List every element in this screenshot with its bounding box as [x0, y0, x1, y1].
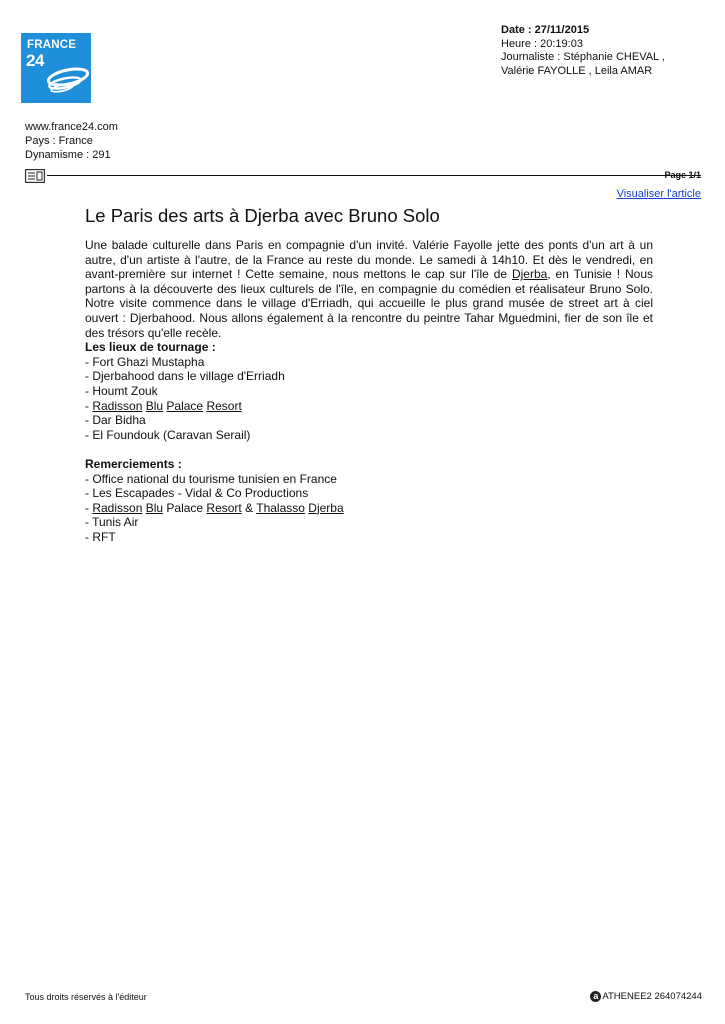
text-run: - — [85, 500, 93, 515]
underlined-term: Djerba — [308, 500, 344, 515]
thanks-heading: Remerciements : — [85, 456, 182, 471]
list-item — [85, 428, 653, 443]
text-run: , en Tunisie ! Nous partons à la découverte des lieux culturels de l'île, en compagnie du comédien et réalisateur Bruno Solo. Notre visite commence dans le village d'Erriadh, qui accueille le plus grand musée de street art à ciel ouvert : Djerbahood. Nous allons également à la rencontre du peintre Tahar Mguedmini, fier de son île et des trésors qu'elle recèle. — [85, 267, 653, 340]
page-number: Page 1/1 — [664, 170, 701, 180]
footer-rights: Tous droits réservés à l'éditeur — [25, 992, 147, 1002]
source-info — [25, 120, 118, 162]
meta-date: Date : 27/11/2015 — [501, 24, 590, 36]
list-item — [85, 486, 653, 501]
text-run: - Fort Ghazi Mustapha — [85, 354, 205, 369]
text-run: - — [85, 398, 93, 413]
source-url: www.france24.com — [25, 121, 118, 133]
underlined-term: Radisson — [92, 500, 143, 515]
source-country: Pays : France — [25, 135, 93, 147]
list-item — [85, 472, 653, 487]
locations-heading: Les lieux de tournage : — [85, 340, 216, 355]
text-run: - El Foundouk (Caravan Serail) — [85, 427, 251, 442]
underlined-term: Blu — [145, 398, 164, 413]
document-icon — [25, 169, 45, 183]
underlined-term: Djerba — [511, 267, 548, 282]
text-run: Palace — [163, 500, 207, 515]
footer-ref-text: ATHENEE2 264074244 — [602, 991, 702, 1002]
article-meta — [501, 24, 711, 78]
logo-line2: 24 — [26, 51, 44, 70]
article-body — [85, 238, 653, 544]
header-divider — [47, 175, 701, 176]
list-item — [85, 384, 653, 399]
list-item — [85, 399, 653, 414]
list-item — [85, 515, 653, 530]
article-title: Le Paris des arts à Djerba avec Bruno Solo — [85, 205, 440, 226]
logo-line1: FRANCE — [27, 39, 77, 51]
text-run: Une balade culturelle dans Paris en compagnie d'un invité. Valérie Fayolle jette des ponts d'un art à un autre, d'un artiste à l'autre, de la France au reste du monde. Le samedi à 14h10. Et dès le vendredi, en avant-première sur internet ! Cette semaine, nous mettons le cap sur l'île de — [85, 238, 653, 282]
text-run: - RFT — [85, 529, 116, 544]
underlined-term: Resort — [206, 500, 242, 515]
text-run: - Office national du tourisme tunisien en France — [85, 471, 337, 486]
meta-journalist-2: Valérie FAYOLLE , Leila AMAR — [501, 64, 653, 77]
thanks-list — [85, 472, 653, 545]
athenee-logo-icon: a — [590, 991, 601, 1002]
meta-journalist-1: Journaliste : Stéphanie CHEVAL , — [501, 51, 665, 63]
view-article-link[interactable]: Visualiser l'article — [616, 188, 701, 200]
text-run: - Djerbahood dans le village d'Erriadh — [85, 369, 285, 384]
list-item — [85, 501, 653, 516]
list-item — [85, 530, 653, 545]
underlined-term: Radisson — [92, 398, 143, 413]
list-item — [85, 369, 653, 384]
underlined-term: Resort — [206, 398, 242, 413]
source-dynamism: Dynamisme : 291 — [25, 149, 111, 161]
list-item — [85, 355, 653, 370]
list-item — [85, 413, 653, 428]
text-run: - Houmt Zouk — [85, 383, 158, 398]
article-intro — [85, 238, 653, 340]
logo-swoosh-icon — [21, 33, 91, 103]
text-run: - Les Escapades - Vidal & Co Productions — [85, 486, 309, 501]
footer-reference — [590, 991, 702, 1002]
meta-time: Heure : 20:19:03 — [501, 37, 583, 50]
france24-logo — [21, 33, 91, 103]
text-run: - Tunis Air — [85, 515, 139, 530]
spacer — [85, 442, 653, 457]
underlined-term: Palace — [166, 398, 204, 413]
text-run: - Dar Bidha — [85, 413, 146, 428]
locations-list — [85, 355, 653, 443]
text-run: & — [241, 500, 257, 515]
underlined-term: Thalasso — [256, 500, 305, 515]
underlined-term: Blu — [145, 500, 164, 515]
